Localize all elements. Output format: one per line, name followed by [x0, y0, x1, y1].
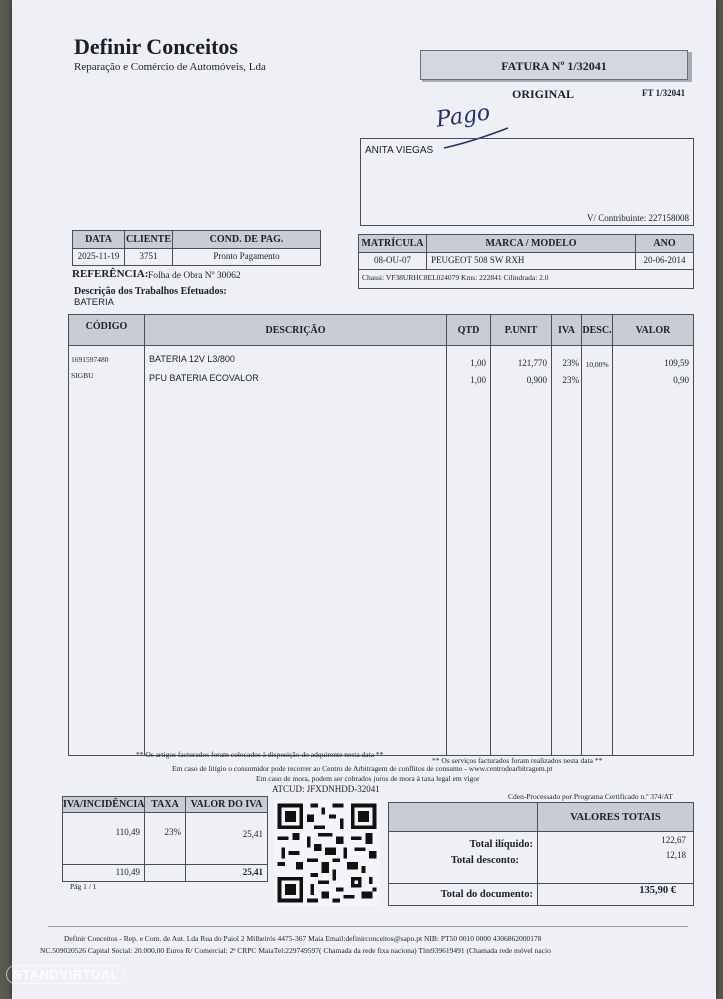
customer-name: ANITA VIEGAS	[365, 145, 434, 156]
vat-header-valor: VALOR DO IVA	[190, 799, 263, 810]
descricao-value: BATERIA	[74, 297, 114, 308]
item-desc: BATERIA 12V L3/800	[149, 354, 235, 364]
totals-header: VALORES TOTAIS	[570, 812, 661, 823]
vat-table	[62, 796, 268, 882]
footer-line1: Definir Conceitos - Rep. e Com. de Aut. Lda Rua do Paiol 2 Milheirós 4475-367 Maia Email:definirconceitos@sapo.pt NIB: PT50 0010 0000 4306862000178	[64, 934, 542, 943]
meta-header-cond: COND. DE PAG.	[173, 231, 320, 248]
vehicle-table	[358, 234, 694, 289]
atcud: ATCUD: JFXDNHDD-32041	[272, 784, 380, 794]
customer-box	[360, 138, 694, 226]
total-documento-label: Total do documento:	[440, 889, 533, 900]
item-unit: 0,900	[526, 375, 547, 385]
item-desc: PFU BATERIA ECOVALOR	[149, 373, 259, 383]
meta-table	[72, 230, 321, 266]
company-subtitle: Reparação e Comércio de Automóveis, Lda	[74, 61, 266, 73]
items-header-qtd: QTD	[457, 325, 480, 336]
vat-rate: 23%	[164, 827, 181, 837]
total-liquido: 122,67	[661, 835, 686, 845]
vehicle-extra: Chassi: VF38URHC8EL024079 Kms: 222841 Cilindrada: 2.0	[362, 273, 549, 282]
items-header-desc: DESC.	[582, 325, 612, 336]
watermark-logo: STANDVIRTUAL	[6, 965, 126, 984]
invoice-copy: ORIGINAL	[512, 87, 575, 101]
meta-header-data: DATA	[73, 231, 124, 248]
note-litigation: Em caso de litígio o consumidor pode recorrer ao Centro de Arbitragem de conflitos de consumo - www.centrodearbitragem.pt	[172, 764, 553, 773]
page-number: Pág 1 / 1	[70, 882, 97, 891]
processed-note: Cden-Processado por Programa Certificado n.º 374/AT	[508, 792, 673, 801]
total-desconto: 12,18	[665, 850, 686, 860]
vehicle-header-ano: ANO	[636, 235, 693, 252]
note-articles: ** Os artigos facturados foram colocados à disposição do adquirente nesta data **	[136, 750, 384, 759]
vat-header-incidencia: IVA/INCIDÊNCIA	[63, 799, 145, 810]
descricao-label: Descrição dos Trabalhos Efetuados:	[74, 286, 227, 297]
total-desconto-label: Total desconto:	[450, 855, 519, 866]
item-qty: 1,00	[470, 358, 486, 368]
total-documento: 135,90 €	[639, 885, 676, 896]
items-header-valor: VALOR	[635, 325, 671, 336]
note-services: ** Os serviços facturados foram realizados nesta data **	[432, 756, 603, 765]
item-code: 1691597480	[71, 355, 109, 364]
paid-stamp: Pago	[434, 100, 492, 133]
meta-header-cliente: CLIENTE	[125, 231, 172, 248]
vehicle-header-marca: MARCA / MODELO	[427, 235, 635, 252]
item-qty: 1,00	[470, 375, 486, 385]
vehicle-header-matricula: MATRÍCULA	[359, 235, 426, 252]
vat-total-amount: 25,41	[242, 867, 263, 877]
items-table	[68, 314, 694, 756]
invoice-paper	[12, 0, 716, 999]
meta-date: 2025-11-19	[77, 251, 120, 261]
totals-box	[388, 802, 694, 906]
footer-line2: NC.509020526 Capital Social: 20.000,00 Euros R/ Comercial: 2ª CRPC MaiaTel:229749597( Chamada da rede fixa naciona) Tlm939619491 (Chamada rede móvel nacio	[40, 946, 551, 955]
items-header-punit: P.UNIT	[504, 325, 538, 336]
referencia-value: Folha de Obra Nº 30062	[148, 271, 241, 281]
vat-header-taxa: TAXA	[151, 799, 179, 810]
items-header-iva: IVA	[557, 325, 576, 336]
qr-code	[274, 800, 380, 906]
note-interest: Em caso de mora, podem ser cobrados juros de mora à taxa legal em vigor	[256, 774, 480, 783]
vat-amount: 25,41	[242, 829, 263, 839]
vehicle-model: PEUGEOT 508 SW RXH	[431, 255, 525, 265]
vat-incidence: 110,49	[115, 827, 140, 837]
invoice-ref: FT 1/32041	[642, 88, 686, 98]
vehicle-year: 20-06-2014	[643, 255, 686, 265]
company-name: Definir Conceitos	[74, 34, 238, 59]
item-value: 0,90	[673, 375, 689, 385]
customer-nif: V/ Contribuinte: 227158008	[587, 213, 689, 223]
total-liquido-label: Total ilíquido:	[469, 839, 533, 850]
vehicle-plate: 08-OU-07	[374, 255, 411, 265]
item-unit: 121,770	[517, 358, 547, 368]
item-code: SIGBU	[71, 371, 94, 380]
item-iva: 23%	[562, 358, 579, 368]
referencia-label: REFERÊNCIA:	[72, 268, 149, 280]
item-iva: 23%	[562, 375, 579, 385]
items-header-descricao: DESCRIÇÃO	[265, 325, 326, 336]
meta-client: 3751	[139, 251, 158, 261]
invoice-title: FATURA Nº 1/32041	[420, 50, 688, 80]
item-value: 109,59	[664, 358, 689, 368]
items-header-codigo: CÓDIGO	[85, 321, 128, 332]
vat-total-incidence: 110,49	[115, 867, 140, 877]
item-disc: 10,00%	[585, 360, 609, 369]
meta-payment: Pronto Pagamento	[213, 251, 280, 261]
